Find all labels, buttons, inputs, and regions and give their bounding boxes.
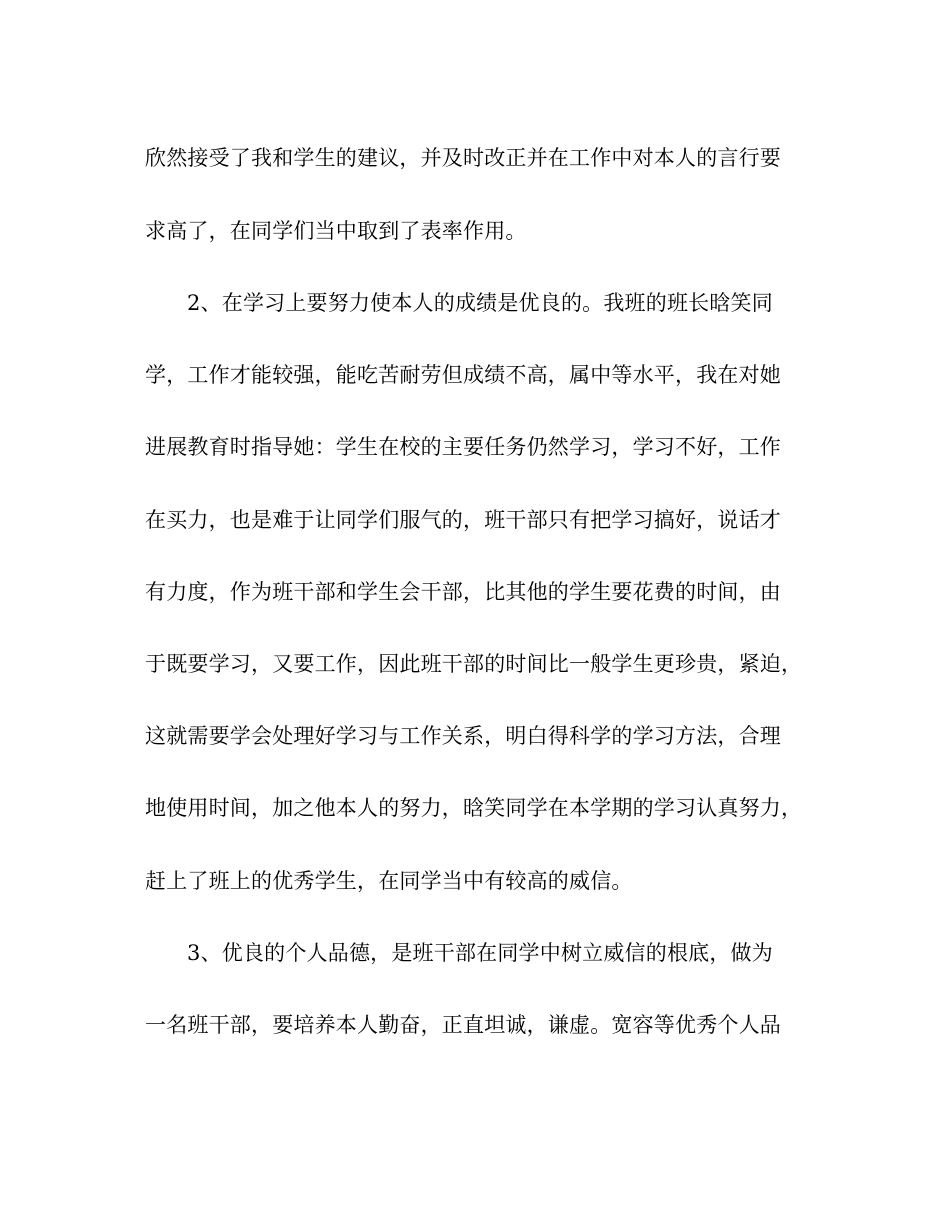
text-line: 进展教育时指导她：学生在校的主要任务仍然学习，学习不好，工作 <box>145 435 781 459</box>
text-line: 于既要学习，又要工作，因此班干部的时间比一般学生更珍贵，紧迫， <box>145 652 803 676</box>
text-line: 这就需要学会处理好学习与工作关系，明白得科学的学习方法，合理 <box>145 724 781 748</box>
text-line: 求高了，在同学们当中取到了表率作用。 <box>145 219 527 243</box>
text-line: 学，工作才能较强，能吃苦耐劳但成绩不高，属中等水平，我在对她 <box>145 363 781 387</box>
text-line: 赶上了班上的优秀学生，在同学当中有较高的威信。 <box>145 869 633 893</box>
text-line: 在买力，也是难于让同学们服气的，班干部只有把学习搞好，说话才 <box>145 508 781 532</box>
paragraph-start-line: 2、在学习上要努力使本人的成绩是优良的。我班的班长晗笑同 <box>187 291 773 315</box>
text-line: 一名班干部，要培养本人勤奋，正直坦诚，谦虚。宽容等优秀个人品 <box>145 1013 781 1037</box>
text-line: 欣然接受了我和学生的建议，并及时改正并在工作中对本人的言行要 <box>145 146 781 170</box>
text-line: 地使用时间，加之他本人的努力，晗笑同学在本学期的学习认真努力， <box>145 796 803 820</box>
text-line: 有力度，作为班干部和学生会干部，比其他的学生要花费的时间，由 <box>145 580 781 604</box>
paragraph-start-line: 3、优良的个人品德，是班干部在同学中树立威信的根底，做为 <box>187 941 773 965</box>
